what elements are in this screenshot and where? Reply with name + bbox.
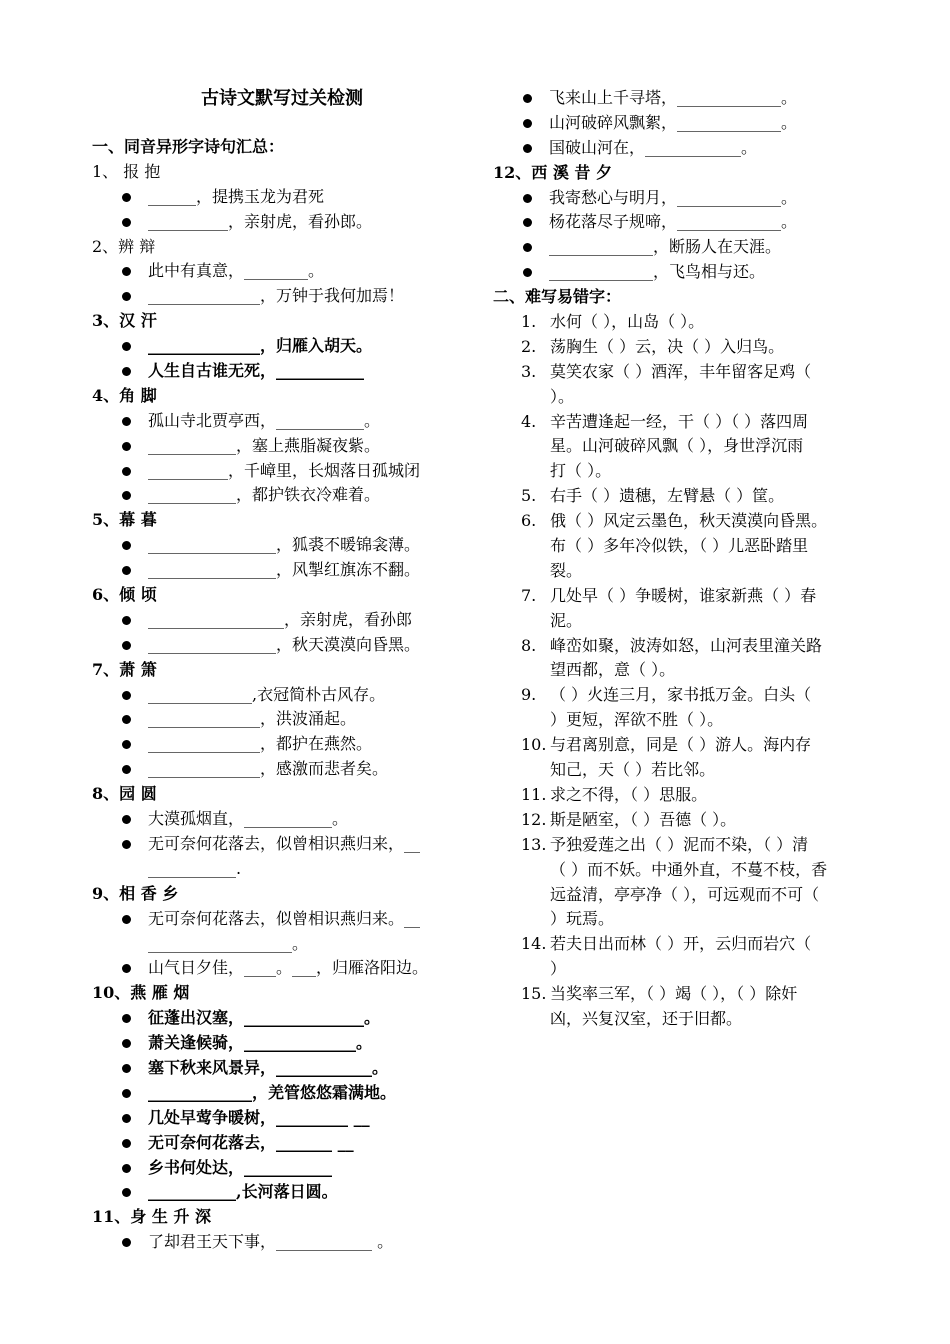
bullet-item [493,111,893,136]
bullet-dot-icon [122,964,131,973]
numbered-item-line [493,733,893,758]
group-heading [92,658,492,683]
bullet-item [92,1156,492,1181]
group-heading [92,981,492,1006]
item-text: 大漠孤烟直，___________。 [148,809,349,829]
bullet-dot-icon [122,1114,131,1123]
item-text: 杨花落尽子规啼，_____________。 [549,212,798,232]
numbered-item-line [493,658,893,683]
bullet-dot-icon [523,144,532,153]
numbered-item-line [493,957,893,982]
bullet-item [92,633,492,658]
numbered-item-line [493,634,893,659]
item-text: ）更短，浑欲不胜（ ）。 [550,710,724,730]
bullet-item [92,1081,492,1106]
bullet-item [92,1106,492,1131]
item-text: 裂。 [550,560,583,580]
item-text: 此中有真意，________。 [148,261,325,281]
item-text: _____________,衣冠简朴古风存。 [148,684,386,704]
numbered-item-line [493,459,893,484]
item-text: ________________，风掣红旗冻不翻。 [148,560,421,580]
item-text: 水何（ ），山岛（ ）。 [550,312,705,332]
bullet-item [92,1056,492,1081]
item-number: 10. [521,735,547,755]
bullet-dot-icon [122,267,131,276]
bullet-dot-icon [523,218,532,227]
numbered-item-line [493,509,893,534]
item-text: ______________，都护在燕然。 [148,734,373,754]
item-number: 4. [521,411,537,431]
bullet-item [493,136,893,161]
item-text: 10、燕 雁 烟 [92,983,190,1003]
item-text: ______________，万钟于我何加焉！ [148,286,405,306]
item-text: 辛苦遭逢起一经，干（ ）（ ）落四周 [550,411,809,431]
item-text: 飞来山上千寻塔，_____________。 [549,88,798,107]
bullet-item [493,186,893,211]
item-number: 12. [521,809,547,829]
bullet-dot-icon [523,194,532,203]
item-text: 2、辨 辩 [92,236,156,256]
item-text: 几处早（ ）争暖树，谁家新燕（ ）春 [550,585,817,605]
item-text: ______________，归雁入胡天。 [148,336,373,356]
bullet-item [92,359,492,384]
item-text: 布（ ）多年冷似铁，（ ）儿恶卧踏里 [550,536,809,556]
item-text: 山气日夕佳，____。___，归雁洛阳边。 [148,958,429,978]
item-text: 4、角 脚 [92,385,157,405]
item-text: 星。山河破碎风飘（ ），身世浮沉雨 [550,436,804,456]
item-text: 荡胸生（ ）云，决（ ）入归鸟。 [550,336,785,356]
item-number: 14. [521,934,547,954]
item-number: 8. [521,635,537,655]
bullet-dot-icon [122,541,131,550]
bullet-dot-icon [122,641,131,650]
numbered-item-line [493,410,893,435]
bullet-dot-icon [122,840,131,849]
numbered-item-line [493,808,893,833]
item-text: 7、萧 箫 [92,659,157,679]
item-text: __________，亲射虎，看孙郎。 [148,211,373,231]
bullet-dot-icon [122,442,131,451]
item-text: 二、难写易错字： [493,287,622,307]
bullet-item [92,259,492,284]
bullet-dot-icon [122,218,131,227]
item-text: ______________，洪波涌起。 [148,709,357,729]
section-heading [493,285,893,310]
bullet-dot-icon [122,467,131,476]
item-text: 远益清，亭亭净（ ），可远观而不可（ [550,884,820,904]
item-text: 知己，天（ ）若比邻。 [550,760,716,780]
bullet-dot-icon [122,342,131,351]
item-text: 泥。 [550,610,583,630]
item-number: 3. [521,361,537,381]
bullet-item-continuation [92,932,492,957]
numbered-item-line [493,534,893,559]
item-text: 征蓬出汉塞，_______________。 [148,1008,381,1028]
bullet-dot-icon [122,1188,131,1197]
item-text: 几处早莺争暖树，_________ __ [148,1107,370,1127]
bullet-dot-icon [122,715,131,724]
numbered-item-line [493,584,893,609]
item-text: 1、 报 抱 [92,161,161,181]
numbered-item-line [493,982,893,1007]
bullet-item [92,907,492,932]
bullet-item [92,807,492,832]
bullet-item [92,1031,492,1056]
item-number: 1. [521,312,537,332]
item-text: 无可奈何花落去，似曾相识燕归来。__ [148,908,421,928]
bullet-dot-icon [122,915,131,924]
bullet-item [493,235,893,260]
group-heading [493,161,893,186]
section-heading [92,135,492,160]
item-text: 莫笑农家（ ）酒浑，丰年留客足鸡（ [550,361,812,381]
bullet-dot-icon [122,566,131,575]
bullet-item [92,956,492,981]
item-text: _____________，断肠人在天涯。 [549,237,782,257]
item-text: ___________，塞上燕脂凝夜紫。 [148,435,381,455]
item-text: ）。 [550,386,575,406]
bullet-item [493,210,893,235]
item-text: __________________。 [148,933,309,953]
item-text: 孤山寺北贾亭西，___________。 [148,410,381,430]
numbered-item-line [493,360,893,385]
bullet-item [92,608,492,633]
item-text: 望西都，意（ ）。 [550,660,676,680]
item-text: 8、园 圆 [92,784,157,804]
bullet-item [92,483,492,508]
item-text: 5、幕 暮 [92,510,157,530]
bullet-item [92,707,492,732]
bullet-item [92,533,492,558]
right-column [493,86,893,1032]
numbered-item-line [493,385,893,410]
group-heading [92,384,492,409]
bullet-dot-icon [122,765,131,774]
group-heading [92,160,492,185]
item-number: 9. [521,685,537,705]
group-heading [92,235,492,260]
bullet-dot-icon [122,616,131,625]
item-text: 若夫日出而林（ ）开，云归而岩穴（ [550,934,812,954]
bullet-item [493,260,893,285]
item-text: ___________，都护铁衣冷难着。 [148,485,381,505]
item-text: 9、相 香 乡 [92,883,179,903]
item-text: 求之不得，（ ）思服。 [550,784,708,804]
item-text: _____________，羌管悠悠霜满地。 [148,1082,397,1102]
bullet-dot-icon [122,1064,131,1073]
left-item-list [92,135,492,1255]
item-text: 打（ ）。 [550,461,612,481]
numbered-item-line [493,883,893,908]
item-text: 3、汉 汗 [92,311,157,331]
item-number: 6. [521,511,537,531]
group-heading [92,882,492,907]
group-heading [92,782,492,807]
item-text: ______________，感激而悲者矣。 [148,759,389,779]
bullet-dot-icon [122,1014,131,1023]
numbered-item-line [493,858,893,883]
bullet-item [92,757,492,782]
item-text: 萧关逢候骑，______________。 [148,1033,373,1053]
bullet-item [92,1180,492,1205]
item-text: ______，提携玉龙为君死 [148,186,325,206]
bullet-dot-icon [523,94,532,103]
item-number: 5. [521,486,537,506]
bullet-dot-icon [122,1164,131,1173]
numbered-item-line [493,559,893,584]
item-text: （ ）而不妖。中通外直，不蔓不枝，香 [550,859,828,879]
bullet-item [92,558,492,583]
bullet-dot-icon [122,367,131,376]
item-text: 乡书何处达，___________ [148,1157,333,1177]
item-text: 人生自古谁无死，___________ [148,361,365,381]
numbered-item-line [493,783,893,808]
item-text: 塞下秋来风景异，____________。 [148,1057,389,1077]
bullet-dot-icon [523,268,532,277]
numbered-item-line [493,335,893,360]
bullet-item [92,1006,492,1031]
item-text: ___________,长河落日圆。 [148,1182,338,1202]
bullet-dot-icon [523,119,532,128]
item-text: 峰峦如聚，波涛如怒，山河表里潼关路 [550,635,823,655]
bullet-dot-icon [122,815,131,824]
numbered-item-line [493,683,893,708]
item-number: 13. [521,834,547,854]
bullet-item [92,1230,492,1255]
group-heading [92,508,492,533]
item-text: 山河破碎风飘絮，_____________。 [549,112,798,132]
item-text: 一、同音异形字诗句汇总： [92,137,285,156]
item-text: ___________. [148,858,242,878]
item-number: 7. [521,585,537,605]
item-number: 2. [521,336,537,356]
item-text: 无可奈何花落去，_______ __ [148,1132,354,1152]
bullet-dot-icon [122,491,131,500]
group-heading [92,309,492,334]
bullet-dot-icon [122,691,131,700]
bullet-item [92,334,492,359]
bullet-dot-icon [122,1139,131,1148]
bullet-item [92,732,492,757]
item-number: 11. [521,784,547,804]
item-number: 15. [521,984,547,1004]
bullet-item [92,683,492,708]
item-text: __________，千嶂里，长烟落日孤城闭 [148,460,421,480]
numbered-item-line [493,1007,893,1032]
bullet-item [92,1131,492,1156]
item-text: _________________，亲射虎，看孙郎 [148,609,413,629]
item-text: 6、倾 顷 [92,585,157,605]
bullet-dot-icon [122,292,131,301]
bullet-item [493,86,893,111]
item-text: ）玩焉。 [550,909,615,929]
item-text: 12、西 溪 昔 夕 [493,162,612,182]
item-text: ________________，狐裘不暖锦衾薄。 [148,535,421,555]
bullet-dot-icon [122,1089,131,1098]
bullet-item [92,434,492,459]
numbered-item-line [493,708,893,733]
numbered-item-line [493,833,893,858]
item-text: 无可奈何花落去，似曾相识燕归来，__ [148,833,421,853]
item-text: 11、身 生 升 深 [92,1207,211,1227]
item-text: 予独爱莲之出（ ）泥而不染，（ ）清 [550,834,809,854]
numbered-item-line [493,434,893,459]
item-text: （ ）火连三月，家书抵万金。白头（ [550,685,812,705]
bullet-item [92,832,492,857]
item-text: 了却君王天下事，____________ 。 [148,1232,394,1252]
bullet-dot-icon [523,243,532,252]
left-column [92,86,492,1255]
bullet-dot-icon [122,1238,131,1247]
group-heading [92,583,492,608]
numbered-item-line [493,609,893,634]
item-text: 俄（ ）风定云墨色，秋天漠漠向昏黑。 [550,511,828,531]
page-title: 古诗文默写过关检测 [201,88,363,109]
item-text: 斯是陋室，（ ）吾德（ ）。 [550,809,737,829]
item-text: 国破山河在，____________。 [549,137,758,157]
numbered-item-line [493,310,893,335]
item-text: 我寄愁心与明月，_____________。 [549,187,798,207]
bullet-item [92,185,492,210]
item-text: 当奖率三军，（ ）竭（ ），（ ）除奸 [550,984,798,1004]
bullet-item [92,210,492,235]
bullet-dot-icon [122,740,131,749]
numbered-item-line [493,932,893,957]
bullet-dot-icon [122,193,131,202]
bullet-item [92,409,492,434]
bullet-item [92,284,492,309]
bullet-item-continuation [92,857,492,882]
item-text: 与君离别意，同是（ ）游人。海内存 [550,735,812,755]
right-item-list [493,86,893,1032]
bullet-dot-icon [122,417,131,426]
numbered-item-line [493,907,893,932]
group-heading [92,1205,492,1230]
bullet-item [92,459,492,484]
item-text: ________________，秋天漠漠向昏黑。 [148,634,421,654]
item-text: 右手（ ）遗穗，左臂悬（ ）筐。 [550,486,785,506]
numbered-item-line [493,758,893,783]
numbered-item-line [493,484,893,509]
item-text: 凶，兴复汉室，还于旧都。 [550,1008,743,1028]
item-text: _____________，飞鸟相与还。 [549,262,766,282]
item-text: ） [550,959,567,979]
bullet-dot-icon [122,1039,131,1048]
